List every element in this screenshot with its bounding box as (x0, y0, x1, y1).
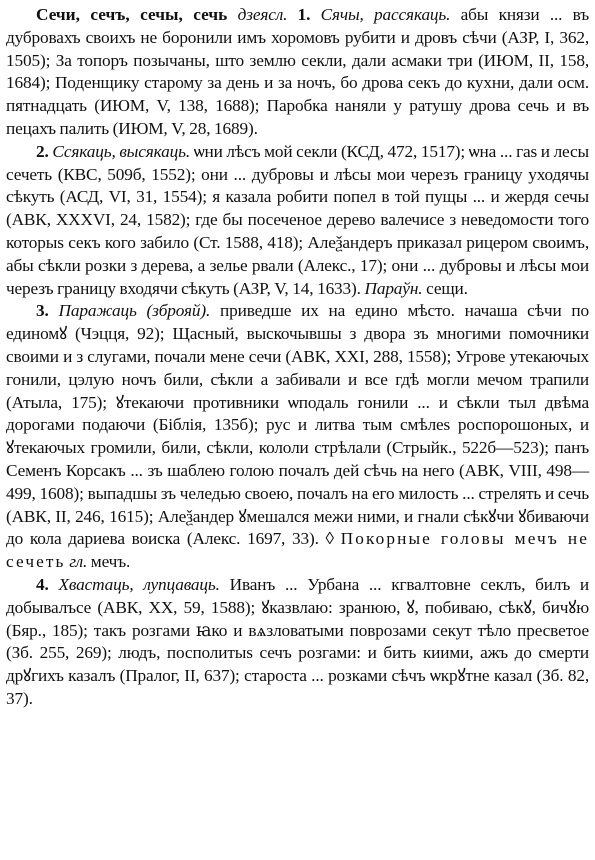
phrase-diamond: ◊ (325, 529, 334, 549)
sense-3-paragraph (6, 300, 589, 574)
sense-3-definition: Паражаць (зброяй). (58, 301, 211, 321)
part-of-speech: дзеясл. (237, 5, 288, 24)
sense-4-number: 4. (36, 574, 49, 594)
sense-2-definition: Ссякаць, высякаць. (52, 141, 191, 161)
sense-3-number: 3. (36, 301, 49, 321)
sense-4-definition: Хвастаць, лупцаваць. (58, 574, 220, 594)
sense-3-citations: приведше их на едино мѣсто. начаша сѣчи по единомꙋ (Чэцця, 92); Щасный, выскочывшы з двора зъ многими помочники своими и з слугами, почали мене сечи (АВК, XXI, 288, 1558); Угрове утекаючых гонили, цэлую ночъ били, сѣкли а забивали и все гдѣ могли мечом трапили (Атыла, 175); ꙋтекаючи противники ѡподаль гонили ... и сѣкли тыл двѣма дорогами подаючи (Біблія, 135б); рус и литва тым смѣлеѕ роспорошоных, и ꙋтекаючых громили, били, сѣкли, кололи стрѣлали (Стрыйк., 522б—523); панъ Семенъ Корсакъ ... зъ шаблею голою почалъ дей сѣчь на него (АВК, VIII, 498—499, 1608); выпадшы зъ челедью своею, почалъ на его милость ... стрелять и сечь (АВК, II, 246, 1615); Алеѯандер ꙋмешался межи ними, и гнали сѣкꙋчи ꙋбиваючи до кола дариева воиска (Алекс. 1697, 33). (6, 301, 589, 549)
sense-2-paragraph (6, 141, 589, 301)
sense-1-number: 1. (297, 5, 311, 24)
sense-2-number: 2. (36, 141, 49, 161)
headword: Сечи, сечъ, сечы, сечь (36, 5, 228, 24)
sense-1-paragraph (6, 4, 589, 141)
sense-1-citations: абы князи ... въ дубровахъ своихъ не боронили имъ хоромовъ рубити и дровъ сѣчи (АЗР, I, 362, 1505); За топоръ позычаны, што землю секли, дали асмаки три (ИЮМ, II, 158, 1684); Поденщику старому за день и за ночъ, бо дрова секъ до кухни, дали осм. пятнадцать (ИЮМ, V, 138, 1688); Паробка наняли у ратушу дрова сечь и въ пецахъ палить (ИЮМ, V, 28, 1689). (6, 5, 590, 138)
sense-1-definition: Сячы, рассякаць. (320, 5, 451, 24)
phrase-word: мечъ. (90, 552, 131, 572)
sense-2-citations: ѡни лѣсъ мой секли (КСД, 472, 1517); ѡна ... гаѕ и лесы сечеть (КВС, 509б, 1552); они ... дубровы и лѣсы мои черезъ границу уходячы сѣкуть (АСД, VI, 31, 1554); я казала робити попел в той пущы ... и жердя сечы (АВК, XXXVI, 24, 1582); где бы посеченое дерево валечисе з неведомости того которыѕ секъ кого забило (Ст. 1588, 418); Алеѯандеръ приказал рицером своимъ, абы сѣкли розки з дерева, а зелье рвали (Алекс., 17); они ... дубровы и лѣсы мои черезъ границу входячи сѣкуть (АЗР, V, 14, 1633). (6, 141, 589, 298)
cross-reference-label: Параўн. (364, 278, 423, 298)
sense-4-citations: Иванъ ... Урбана ... кгвалтовне секлъ, билъ и добывалъсе (АВК, XX, 59, 1588); ꙋказвлаю: зранюю, ꙋ, побиваю, сѣкꙋ, бичꙋю (Бяр., 185); такъ розгами ꙗко и вѧзловатыми поврозами секут тѣло пресветое (Зб. 255, 269); людъ, посполитыѕ сечъ розгами: и бить киими, ажъ до смерти дрꙋгихъ казалъ (Пралог, II, 637); староста ... розками сѣчъ ѡкрꙋтне казал (Зб. 82, 37). (6, 574, 590, 708)
cross-reference-word: сещи. (426, 278, 468, 298)
phrase-text: Покорные головы мечъ не сечеть (6, 529, 589, 572)
phrase-label: гл. (69, 552, 88, 572)
sense-4-paragraph (6, 574, 589, 711)
